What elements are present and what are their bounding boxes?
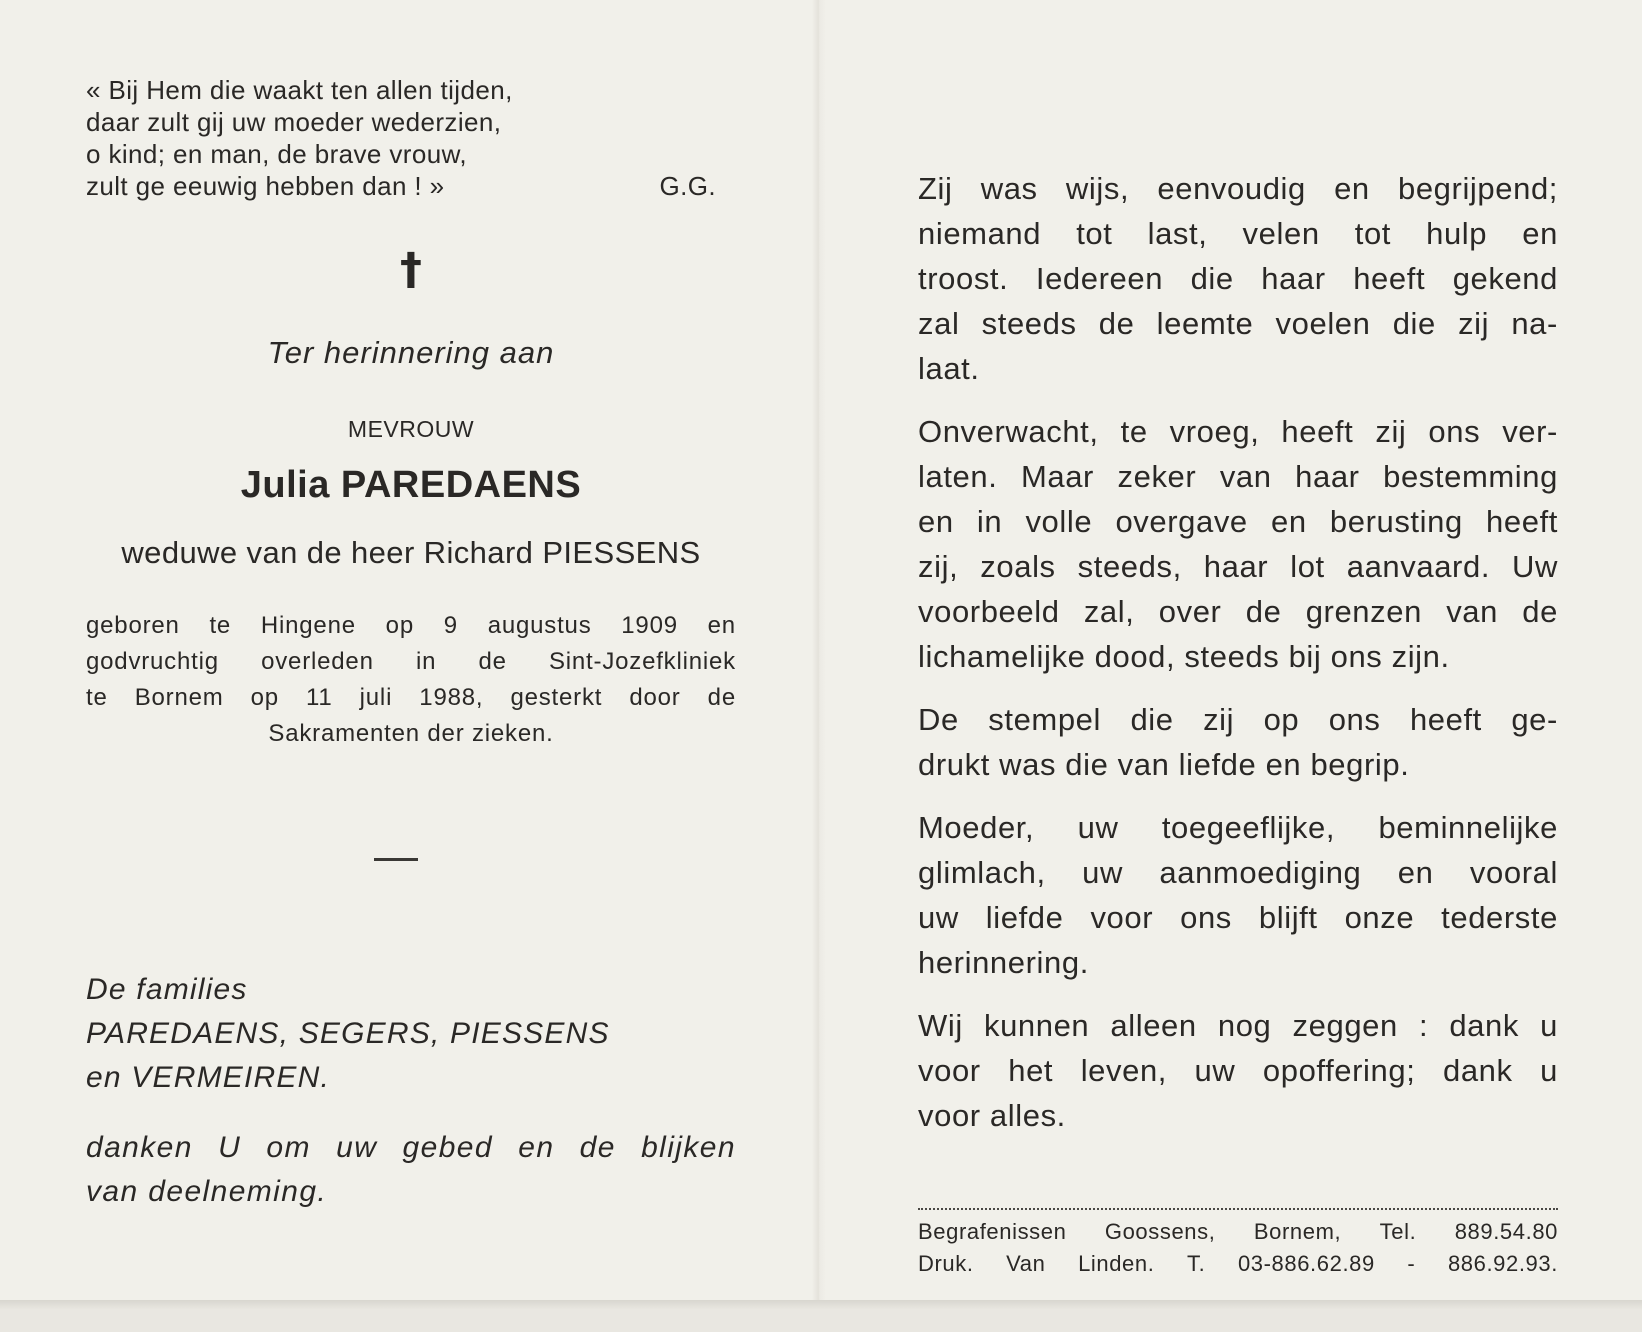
word: de — [1098, 306, 1135, 341]
families-line: en VERMEIREN. — [86, 1061, 330, 1094]
text-line — [86, 680, 736, 716]
card-fold — [812, 0, 826, 1300]
word: de — [1245, 594, 1282, 629]
text-line — [918, 589, 1558, 634]
word: uw — [1077, 810, 1119, 845]
text-line — [86, 1126, 736, 1170]
word: Druk. — [918, 1251, 974, 1276]
cross-icon: † — [400, 244, 422, 295]
word: van — [1219, 459, 1272, 494]
word: de — [478, 648, 507, 675]
word: overgave — [1115, 504, 1248, 539]
word: gekend — [1452, 261, 1558, 296]
word: in — [415, 648, 437, 675]
word: u — [1540, 1053, 1558, 1088]
word: aanvaard. — [1346, 549, 1491, 584]
word: stempel — [988, 702, 1102, 737]
word: 03-886.62.89 — [1237, 1251, 1375, 1276]
word: heeft — [1353, 261, 1426, 296]
word: U — [218, 1131, 242, 1164]
word: steeds, — [1077, 549, 1182, 584]
word: uw — [1194, 1053, 1236, 1088]
word: Tel. — [1379, 1219, 1417, 1244]
word: ons — [1328, 702, 1381, 737]
word: over — [1158, 594, 1222, 629]
text-line: voor alles. — [918, 1098, 1066, 1133]
text-line — [918, 1248, 1558, 1280]
word: niemand — [918, 216, 1042, 251]
word: tot — [1354, 216, 1392, 251]
word: en — [1334, 171, 1370, 206]
text-line — [918, 166, 1558, 211]
word: kunnen — [983, 1008, 1090, 1043]
tribute-paragraph — [918, 805, 1558, 985]
word: steeds — [981, 306, 1077, 341]
word: blijken — [641, 1131, 736, 1164]
word: de — [579, 1131, 616, 1164]
word: zij — [1375, 414, 1407, 449]
biography — [86, 608, 736, 752]
word: op — [1263, 702, 1300, 737]
text-line — [86, 608, 736, 644]
word: en — [1522, 216, 1558, 251]
word: opoffering; — [1262, 1053, 1416, 1088]
word: en — [707, 612, 736, 639]
text-line — [918, 454, 1558, 499]
memorial-heading: Ter herinnering aan — [267, 335, 555, 370]
word: zij — [1203, 702, 1235, 737]
tribute-text — [918, 166, 1558, 1156]
word: zal, — [1083, 594, 1135, 629]
word: eenvoudig — [1157, 171, 1306, 206]
word: nog — [1217, 1008, 1272, 1043]
word: in — [976, 504, 1003, 539]
word: lot — [1290, 549, 1325, 584]
word: zij — [1458, 306, 1490, 341]
word: 886.92.93. — [1447, 1251, 1558, 1276]
word: en — [1270, 504, 1307, 539]
honorific: MEVROUW — [347, 416, 475, 442]
word: troost. — [918, 261, 1009, 296]
word: die — [1130, 702, 1174, 737]
text-line — [918, 850, 1558, 895]
word: godvruchtig — [86, 648, 219, 675]
word: Iedereen — [1035, 261, 1164, 296]
word: na- — [1511, 306, 1558, 341]
word: zoals — [980, 549, 1056, 584]
families-block — [86, 968, 736, 1100]
deceased-name: Julia PAREDAENS — [240, 464, 582, 506]
word: 1988, — [419, 684, 484, 711]
word: leven, — [1080, 1053, 1168, 1088]
word: zal — [918, 306, 960, 341]
word: vroeg, — [1169, 414, 1260, 449]
word: tot — [1076, 216, 1113, 251]
word: Sint-Jozefkliniek — [548, 648, 736, 675]
text-line — [918, 1048, 1558, 1093]
word: alleen — [1110, 1008, 1197, 1043]
word: Onverwacht, — [918, 414, 1099, 449]
word: Maar — [1020, 459, 1094, 494]
word: voelen — [1275, 306, 1371, 341]
word: die — [1190, 261, 1234, 296]
word: Goossens, — [1104, 1219, 1216, 1244]
text-line — [918, 697, 1558, 742]
word: en — [1397, 855, 1434, 890]
dotted-rule — [918, 1208, 1558, 1210]
word: gesterkt — [510, 684, 603, 711]
word: die — [1392, 306, 1436, 341]
word: ver- — [1502, 414, 1558, 449]
word: volle — [1025, 504, 1093, 539]
poem-signature: G.G. — [659, 171, 716, 201]
word: te — [1120, 414, 1148, 449]
word: juli — [359, 684, 393, 711]
word: op — [385, 612, 414, 639]
word: begrijpend; — [1398, 171, 1558, 206]
word: het — [1008, 1053, 1054, 1088]
word: Bornem, — [1253, 1219, 1342, 1244]
poem-line: o kind; en man, de brave vrouw, — [86, 139, 467, 169]
text-line: Sakramenten der zieken. — [268, 720, 554, 747]
word: laten. — [918, 459, 998, 494]
word: u — [1540, 1008, 1558, 1043]
text-line — [918, 256, 1558, 301]
word: van — [1446, 594, 1498, 629]
word: glimlach, — [918, 855, 1046, 890]
word: vooral — [1469, 855, 1558, 890]
poem — [86, 74, 736, 202]
word: ons — [1428, 414, 1481, 449]
word: blijft — [1258, 900, 1318, 935]
word: geboren — [86, 612, 180, 639]
word: heeft — [1281, 414, 1354, 449]
word: voor — [918, 1053, 981, 1088]
word: De — [918, 702, 959, 737]
word: ons — [1180, 900, 1232, 935]
word: voor — [1090, 900, 1154, 935]
word: dank — [1449, 1008, 1519, 1043]
word: uw — [336, 1131, 378, 1164]
word: Zij — [918, 171, 953, 206]
word: leemte — [1156, 306, 1254, 341]
poem-line: « Bij Hem die waakt ten allen tijden, — [86, 75, 513, 105]
word: aanmoediging — [1159, 855, 1362, 890]
card-edge — [0, 1300, 1642, 1332]
word: zij, — [918, 549, 959, 584]
word: haar — [1203, 549, 1269, 584]
text-line: herinnering. — [918, 945, 1089, 980]
word: gebed — [402, 1131, 493, 1164]
word: Moeder, — [918, 810, 1035, 845]
word: 889.54.80 — [1454, 1219, 1558, 1244]
word: dank — [1442, 1053, 1513, 1088]
word: en — [918, 504, 954, 539]
word: te — [209, 612, 232, 639]
word: uw — [1082, 855, 1123, 890]
word: zeker — [1117, 459, 1197, 494]
word: was — [980, 171, 1038, 206]
text-line — [918, 1216, 1558, 1248]
word: danken — [86, 1131, 193, 1164]
word: liefde — [985, 900, 1064, 935]
word: heeft — [1486, 504, 1558, 539]
word: door — [629, 684, 681, 711]
word: berusting — [1329, 504, 1463, 539]
word: toegeeflijke, — [1161, 810, 1336, 845]
word: de — [707, 684, 736, 711]
divider — [374, 858, 418, 861]
word: Van — [1006, 1251, 1046, 1276]
word: bestemming — [1383, 459, 1558, 494]
text-line — [918, 301, 1558, 346]
word: voorbeeld — [918, 594, 1060, 629]
tribute-paragraph — [918, 697, 1558, 787]
families-line: De families — [86, 973, 248, 1006]
word: : — [1418, 1008, 1429, 1043]
word: Uw — [1512, 549, 1558, 584]
widow-line: weduwe van de heer Richard PIESSENS — [121, 535, 701, 570]
poem-line: zult ge eeuwig hebben dan ! » — [86, 171, 445, 201]
word: 1909 — [621, 612, 678, 639]
word: op — [250, 684, 279, 711]
word: augustus — [487, 612, 592, 639]
thanks-block — [86, 1126, 736, 1214]
tribute-paragraph — [918, 1003, 1558, 1138]
text-line: laat. — [918, 351, 980, 386]
text-line — [918, 1003, 1558, 1048]
poem-line: daar zult gij uw moeder wederzien, — [86, 107, 502, 137]
word: T. — [1187, 1251, 1206, 1276]
word: wijs, — [1065, 171, 1130, 206]
word: beminnelijke — [1378, 810, 1558, 845]
word: heeft — [1409, 702, 1482, 737]
tribute-paragraph — [918, 166, 1558, 391]
word: onze — [1344, 900, 1415, 935]
word: uw — [918, 900, 959, 935]
word: haar — [1295, 459, 1360, 494]
word: grenzen — [1305, 594, 1422, 629]
word: de — [1522, 594, 1558, 629]
text-line — [918, 409, 1558, 454]
text-line — [918, 544, 1558, 589]
word: 11 — [306, 684, 333, 711]
word: velen — [1242, 216, 1320, 251]
text-line — [86, 644, 736, 680]
word: last, — [1147, 216, 1208, 251]
tribute-paragraph — [918, 409, 1558, 679]
word: Bornem — [134, 684, 224, 711]
word: 9 — [443, 612, 458, 639]
text-line — [918, 805, 1558, 850]
word: en — [518, 1131, 555, 1164]
text-line: drukt was die van liefde en begrip. — [918, 747, 1410, 782]
word: overleden — [261, 648, 374, 675]
word: zeggen — [1292, 1008, 1398, 1043]
word: Wij — [918, 1008, 963, 1043]
families-line: PAREDAENS, SEGERS, PIESSENS — [86, 1017, 610, 1050]
text-line — [918, 211, 1558, 256]
text-line — [918, 895, 1558, 940]
word: - — [1407, 1251, 1416, 1276]
text-line: van deelneming. — [86, 1175, 328, 1208]
word: Hingene — [260, 612, 356, 639]
word: tederste — [1441, 900, 1558, 935]
credits-block — [918, 1216, 1558, 1280]
text-line — [918, 499, 1558, 544]
text-line: lichamelijke dood, steeds bij ons zijn. — [918, 639, 1450, 674]
word: Linden. — [1078, 1251, 1155, 1276]
word: om — [266, 1131, 311, 1164]
word: haar — [1261, 261, 1326, 296]
word: hulp — [1426, 216, 1488, 251]
word: te — [86, 684, 108, 711]
word: ge- — [1511, 702, 1558, 737]
word: Begrafenissen — [918, 1219, 1067, 1244]
